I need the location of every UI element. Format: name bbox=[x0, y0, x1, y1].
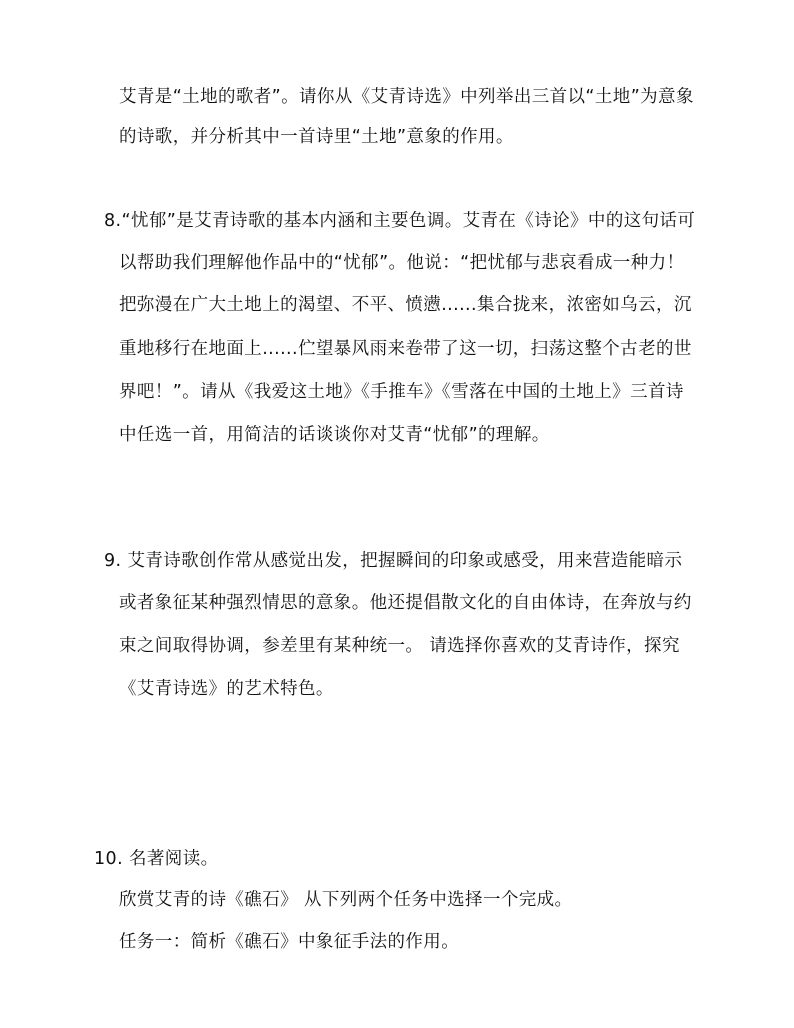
q10-title: 10. 名著阅读。 bbox=[94, 849, 219, 869]
q8-line-3: 把弥漫在广大土地上的渴望、不平、愤懑......集合拢来，浓密如乌云，沉 bbox=[119, 295, 692, 315]
q8-line-6: 中任选一首，用简洁的话谈谈你对艾青“忧郁”的理解。 bbox=[119, 425, 550, 445]
q10-line-3: 任务一：简析《礁石》中象征手法的作用。 bbox=[119, 932, 460, 952]
q10-line-2: 欣赏艾青的诗《礁石》 从下列两个任务中选择一个完成。 bbox=[119, 890, 573, 910]
q7-line-2: 的诗歌，并分析其中一首诗里“土地”意象的作用。 bbox=[119, 127, 514, 147]
q9-line-2: 或者象征某种强烈情思的意象。他还提倡散文化的自由体诗，在奔放与约 bbox=[119, 593, 692, 613]
q8-line-2: 以帮助我们理解他作品中的“忧郁”。他说：“把忧郁与悲哀看成一种力！ bbox=[119, 253, 685, 273]
q9-line-1: 9. 艾青诗歌创作常从感觉出发，把握瞬间的印象或感受，用来营造能暗示 bbox=[104, 551, 683, 571]
q9-line-4: 《艾青诗选》的艺术特色。 bbox=[119, 679, 334, 699]
q8-line-5: 界吧！”。请从《我爱这土地》《手推车》《雪落在中国的土地上》三首诗 bbox=[119, 382, 684, 402]
q8-line-4: 重地移行在地面上......伫望暴风雨来卷带了这一切，扫荡这整个古老的世 bbox=[119, 339, 692, 359]
q7-line-1: 艾青是“土地的歌者”。请你从《艾青诗选》中列举出三首以“土地”为意象 bbox=[119, 87, 694, 107]
q9-line-3: 束之间取得协调，参差里有某种统一。 请选择你喜欢的艾青诗作，探究 bbox=[119, 636, 680, 656]
q8-line-1: 8.“忧郁”是艾青诗歌的基本内涵和主要色调。艾青在《诗论》中的这句话可 bbox=[104, 211, 696, 231]
